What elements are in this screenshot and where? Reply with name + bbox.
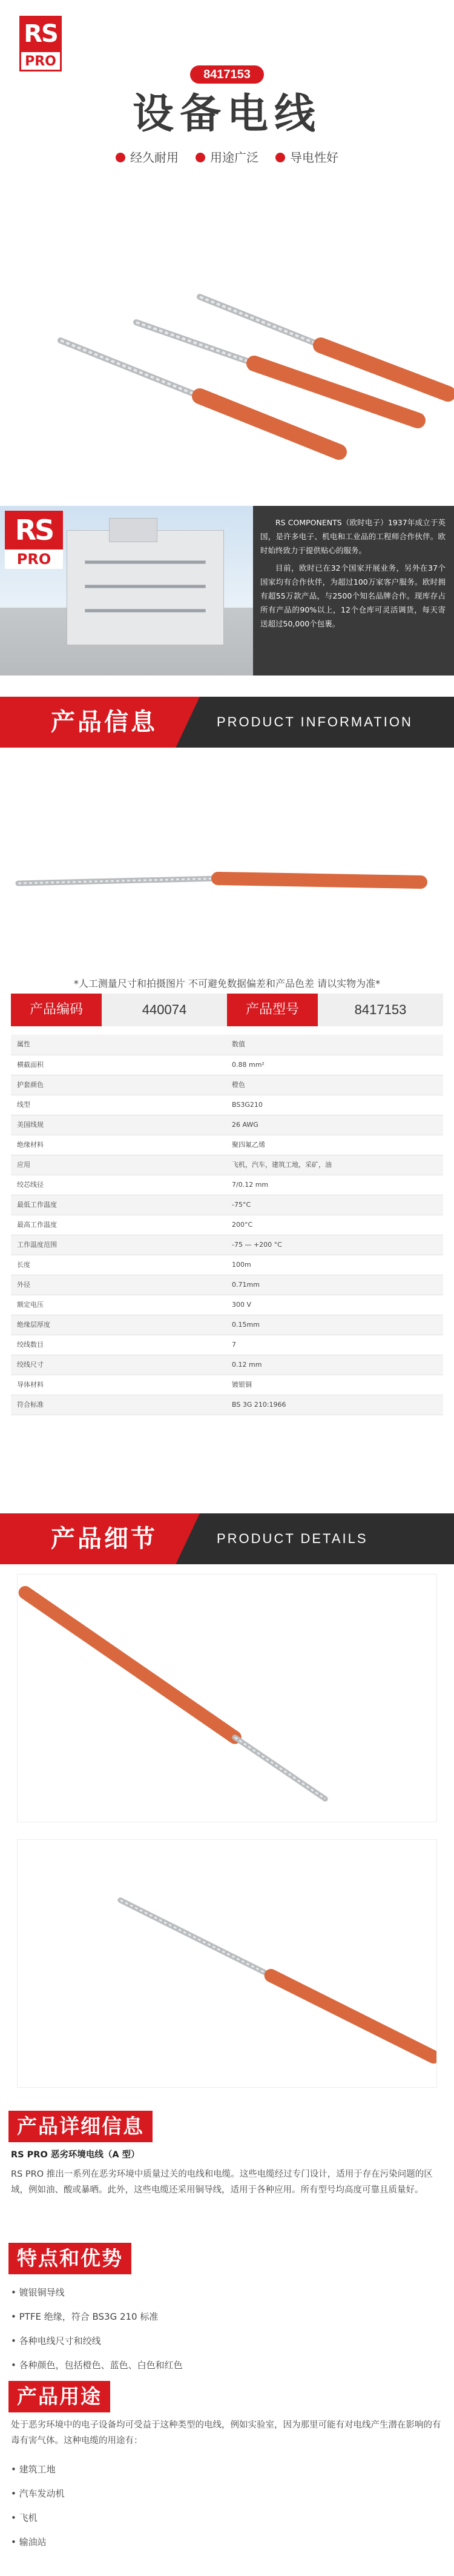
- spec-attr: 横截面积: [11, 1055, 226, 1075]
- table-row: [11, 1235, 443, 1255]
- spec-value: 7/0.12 mm: [226, 1175, 443, 1195]
- spec-value: 0.71mm: [226, 1275, 443, 1295]
- spec-attr: 线型: [11, 1095, 226, 1115]
- company-building-photo: [0, 506, 253, 676]
- table-row: [11, 1175, 443, 1195]
- usage-list: [11, 2457, 443, 2554]
- spec-attr: 绝缘材料: [11, 1135, 226, 1155]
- hero-tag: [196, 149, 258, 166]
- section-title-cn: 产品细节: [51, 1525, 157, 1553]
- spec-value: 聚四氟乙烯: [226, 1135, 443, 1155]
- list-item: • 汽车发动机: [11, 2481, 443, 2506]
- section-title-en: PRODUCT INFORMATION: [217, 714, 413, 729]
- spec-attr: 护套颜色: [11, 1075, 226, 1095]
- product-wire-image: [0, 744, 454, 986]
- table-row: [11, 1135, 443, 1155]
- logo-pro-text: PRO: [19, 52, 62, 71]
- table-row: [11, 1035, 443, 1055]
- list-item: • 镀银铜导线: [11, 2280, 443, 2305]
- spec-attr: 绝缘层厚度: [11, 1315, 226, 1335]
- bullet-dot-icon: [196, 153, 205, 162]
- logo-rs-text: RS: [19, 16, 62, 52]
- table-row: [11, 1355, 443, 1375]
- detail-photo-1: [17, 1574, 437, 1822]
- hero-section: [0, 0, 454, 545]
- list-item: • 各种颜色，包括橙色、蓝色、白色和红色: [11, 2353, 443, 2377]
- spec-header-attr: 属性: [11, 1035, 226, 1055]
- spec-value: 200°C: [226, 1215, 443, 1235]
- list-item: • 飞机: [11, 2506, 443, 2530]
- spec-attr: 绞线尺寸: [11, 1355, 226, 1375]
- spec-attr: 美国线规: [11, 1115, 226, 1135]
- table-row: [11, 1215, 443, 1235]
- hero-wire-image: [0, 182, 454, 545]
- spec-value: 镀银铜: [226, 1375, 443, 1395]
- company-para: RS COMPONENTS（欧时电子）1937年成立于英国，是许多电子、机电和工业品的工程师合作伙伴。欧时始终致力于提供贴心的服务。: [260, 518, 446, 555]
- disclaimer-note: *人工测量尺寸和拍摄图片 不可避免数据偏差和产品色差 请以实物为准*: [73, 978, 381, 989]
- company-para: 目前，欧时已在32个国家开展业务，另外在37个国家均有合作伙伴，为超过100万家客户服务。欧时拥有超55万款产品，与2500个知名品牌合作。现库存占所有产品的90%以上，12个仓库可灵活调货，每天寄送超过50,000个包裹。: [260, 563, 446, 628]
- company-intro: [0, 506, 454, 676]
- bullet-dot-icon: [116, 153, 125, 162]
- spec-value: BS3G210: [226, 1095, 443, 1115]
- spec-attr: 应用: [11, 1155, 226, 1175]
- spec-value: 0.12 mm: [226, 1355, 443, 1375]
- spec-value: 飞机，汽车，建筑工地，采矿，油: [226, 1155, 443, 1175]
- spec-value: -75 — +200 °C: [226, 1235, 443, 1255]
- code-label: 产品编码: [11, 994, 102, 1026]
- spec-value: 7: [226, 1335, 443, 1355]
- product-details-header: [0, 1513, 454, 1564]
- rs-pro-logo: [19, 16, 62, 71]
- hero-tags: [0, 149, 454, 166]
- usage-body: 处于恶劣环境中的电子设备均可受益于这种类型的电线，例如实验室，因为那里可能有对电线产生潜在影响的有毒有害气体。这种电缆的用途有：: [11, 2420, 441, 2446]
- code-value: 440074: [102, 994, 227, 1026]
- wire-1: [61, 340, 339, 452]
- detail-info-heading: 产品详细信息: [8, 2111, 153, 2142]
- spec-value: 300 V: [226, 1295, 443, 1315]
- sku-badge: 8417153: [190, 65, 264, 84]
- spec-value: 橙色: [226, 1075, 443, 1095]
- spec-attr: 绞芯线径: [11, 1175, 226, 1195]
- spec-attr: 最高工作温度: [11, 1215, 226, 1235]
- company-logo-rs: RS: [5, 511, 63, 549]
- table-row: [11, 1075, 443, 1095]
- spec-value: -75°C: [226, 1195, 443, 1215]
- model-label: 产品型号: [227, 994, 318, 1026]
- table-row: [11, 1195, 443, 1215]
- hero-title: 设备电线: [132, 90, 321, 138]
- company-logo: [5, 511, 63, 569]
- hero-tag: [116, 149, 179, 166]
- table-row: [11, 1155, 443, 1175]
- features-heading: 特点和优势: [8, 2243, 131, 2274]
- table-row: [11, 1275, 443, 1295]
- detail-subtitle-text: RS PRO 恶劣环境电线（A 型）: [11, 2150, 140, 2160]
- list-item: • PTFE 绝缘，符合 BS3G 210 标准: [11, 2305, 443, 2329]
- table-row: [11, 1375, 443, 1395]
- spec-attr: 符合标准: [11, 1395, 226, 1415]
- list-item: • 各种电线尺寸和绞线: [11, 2329, 443, 2353]
- hero-tag-label: 导电性好: [290, 150, 338, 165]
- spec-attr: 长度: [11, 1255, 226, 1275]
- list-item: • 建筑工地: [11, 2457, 443, 2481]
- spec-value: BS 3G 210:1966: [226, 1395, 443, 1415]
- table-row: [11, 1115, 443, 1135]
- section-title-en: PRODUCT DETAILS: [217, 1531, 368, 1546]
- spec-attr: 绞线数目: [11, 1335, 226, 1355]
- detail-info-body: RS PRO 推出一系列在恶劣环境中质量过关的电线和电缆。这些电缆经过专门设计，适用于存在污染问题的区域，例如油、酸或暴晒。此外，这些电缆还采用铜导线，适用于各种应用。所有型号均高度可靠且质量好。: [11, 2169, 433, 2195]
- model-value: 8417153: [318, 994, 443, 1026]
- hero-tag: [275, 149, 338, 166]
- company-logo-pro: PRO: [5, 549, 63, 569]
- spec-attr: 最低工作温度: [11, 1195, 226, 1215]
- bullet-dot-icon: [275, 153, 285, 162]
- spec-header-value: 数值: [226, 1035, 443, 1055]
- spec-attr: 额定电压: [11, 1295, 226, 1315]
- detail-info-subtitle: [11, 2147, 443, 2163]
- table-row: [11, 1255, 443, 1275]
- company-description: [260, 516, 446, 634]
- hero-tag-label: 经久耐用: [130, 150, 179, 165]
- wire-3: [200, 297, 448, 394]
- spec-attr: 工作温度范围: [11, 1235, 226, 1255]
- hero-tag-label: 用途广泛: [210, 150, 258, 165]
- section-title-cn: 产品信息: [51, 708, 157, 736]
- table-row: [11, 1055, 443, 1075]
- spec-value: 0.88 mm²: [226, 1055, 443, 1075]
- detail-photo-2: [17, 1839, 437, 2088]
- table-row: [11, 1335, 443, 1355]
- table-row: [11, 1395, 443, 1415]
- spec-value: 26 AWG: [226, 1115, 443, 1135]
- spec-attr: 外径: [11, 1275, 226, 1295]
- table-row: [11, 1295, 443, 1315]
- spec-attr: 导体材料: [11, 1375, 226, 1395]
- product-code-row: [11, 994, 443, 1026]
- table-row: [11, 1095, 443, 1115]
- spec-value: 0.15mm: [226, 1315, 443, 1335]
- spec-table: [11, 1035, 443, 1415]
- list-item: • 输油站: [11, 2530, 443, 2554]
- features-list: [11, 2280, 443, 2377]
- table-row: [11, 1315, 443, 1335]
- usage-heading: 产品用途: [8, 2381, 110, 2412]
- product-info-header: [0, 697, 454, 748]
- spec-value: 100m: [226, 1255, 443, 1275]
